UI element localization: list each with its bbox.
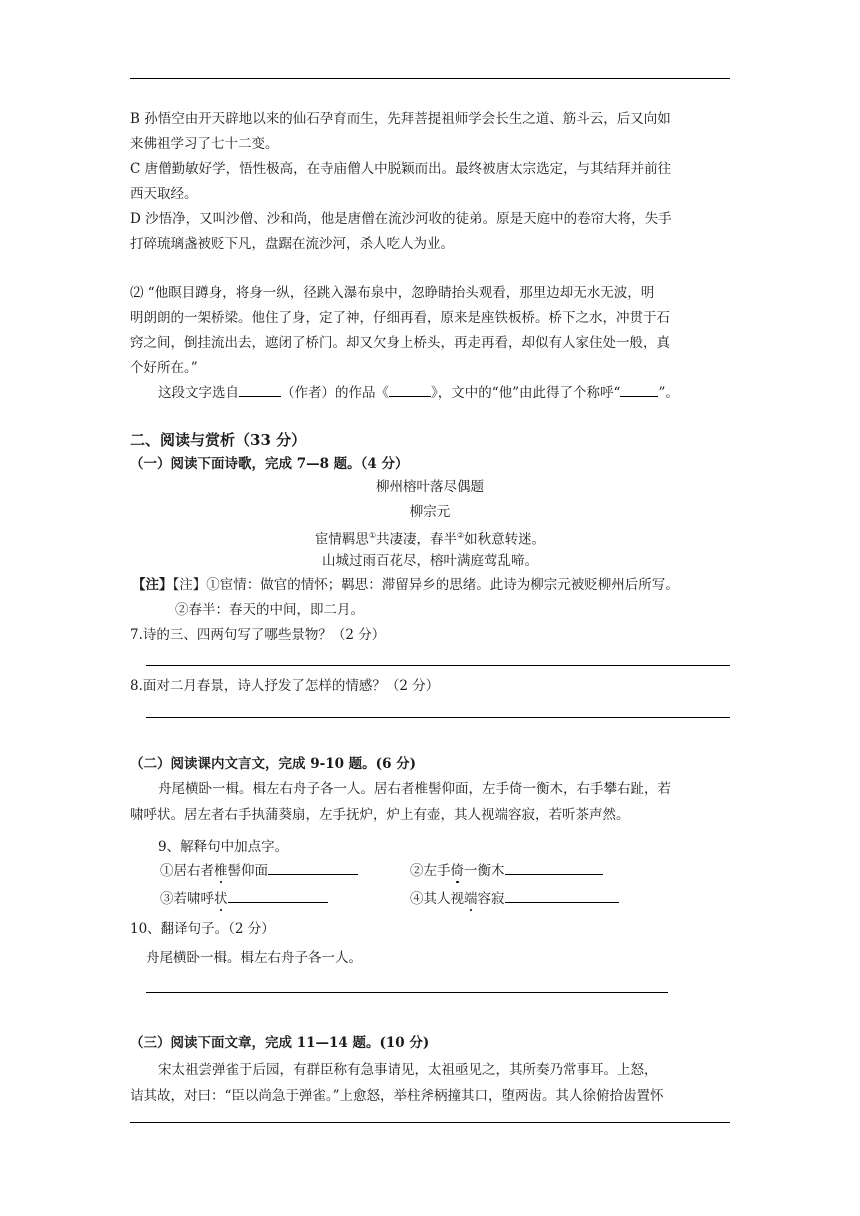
option-d-line1: D 沙悟净，又叫沙僧、沙和尚，他是唐僧在流沙河收的徒弟。原是天庭中的卷帘大将，失手 bbox=[130, 211, 672, 227]
q9-2-blank[interactable] bbox=[505, 860, 603, 875]
author-blank[interactable] bbox=[239, 382, 281, 397]
q2-fill-blank bbox=[158, 380, 730, 406]
option-b-line2: 来佛祖学习了七十二变。 bbox=[130, 136, 279, 152]
story-line1: 宋太祖尝弹雀于后园，有群臣称有急事请见，太祖亟见之，其所奏乃常事耳。上怒， bbox=[158, 1062, 658, 1078]
q9-item-4: ④其人视端容寂 bbox=[410, 886, 619, 912]
q2-fill-a: 这段文字选自 bbox=[158, 385, 239, 401]
option-b-line1: B 孙悟空由开天辟地以来的仙石孕育而生，先拜菩提祖师学会长生之道、筋斗云，后又向如 bbox=[130, 111, 671, 127]
subsection-1-heading: （一）阅读下面诗歌，完成 7—8 题。（4 分） bbox=[130, 456, 409, 472]
footer-rule bbox=[130, 1122, 730, 1123]
section-2-heading: 二、阅读与赏析（33 分） bbox=[130, 431, 307, 449]
q2-fill-b: （作者）的作品《 bbox=[281, 385, 389, 401]
header-rule bbox=[130, 78, 730, 79]
option-d-line2: 打碎琉璃盏被贬下凡，盘踞在流沙河，杀人吃人为业。 bbox=[130, 236, 454, 252]
question-10: 10、翻译句子。（2 分） bbox=[130, 921, 275, 937]
option-c-line2: 西天取经。 bbox=[130, 186, 198, 202]
q9-4-blank[interactable] bbox=[505, 888, 619, 903]
subsection-3-heading: （三）阅读下面文章，完成 11—14 题。(10 分) bbox=[130, 1035, 430, 1051]
option-c-line1: C 唐僧勤敏好学，悟性极高，在寺庙僧人中脱颖而出。最终被唐太宗选定，与其结拜并前往 bbox=[130, 161, 672, 177]
story-line2: 诘其故，对曰：“臣以尚急于弹雀。”上愈怒，举柱斧柄撞其口，堕两齿。其人徐俯拾齿置怀 bbox=[130, 1088, 664, 1104]
subsection-2-heading: （二）阅读课内文言文，完成 9-10 题。(6 分) bbox=[130, 756, 417, 772]
q7-answer-line[interactable] bbox=[146, 665, 730, 666]
wenyan-line2: 啸呼状。居左者右手执蒲葵扇，左手抚炉，炉上有壶，其人视端容寂，若听茶声然。 bbox=[130, 807, 630, 823]
q9-1-blank[interactable] bbox=[268, 860, 358, 875]
question-8: 8.面对二月春景，诗人抒发了怎样的情感？（2 分） bbox=[130, 678, 440, 694]
note-2: ②春半：春天的中间，即二月。 bbox=[175, 602, 364, 618]
q2-line3: 窍之间，倒挂流出去，遮闭了桥门。却又欠身上桥头，再走再看，却似有人家住处一般，真 bbox=[130, 335, 670, 351]
q10-sentence: 舟尾横卧一楫。楫左右舟子各一人。 bbox=[146, 950, 362, 966]
q9-3-blank[interactable] bbox=[228, 888, 328, 903]
work-blank[interactable] bbox=[389, 382, 431, 397]
q10-answer-line[interactable] bbox=[146, 992, 668, 993]
wenyan-line1: 舟尾横卧一楫。楫左右舟子各一人。居右者椎髻仰面，左手倚一衡木，右手攀右趾，若 bbox=[158, 781, 671, 797]
q9-item-2: ②左手倚一衡木 bbox=[410, 858, 603, 884]
poem-author: 柳宗元 bbox=[409, 504, 451, 520]
q2-line4: 个好所在。” bbox=[130, 360, 198, 376]
poem-title: 柳州榕叶落尽偶题 bbox=[376, 479, 484, 495]
q2-line2: 明朗朗的一架桥梁。他住了身，定了神，仔细再看，原来是座铁板桥。桥下之水，冲贯于石 bbox=[130, 310, 670, 326]
q2-fill-d: ”。 bbox=[658, 385, 679, 401]
nickname-blank[interactable] bbox=[620, 382, 658, 397]
note-1: 【注】【注】①宦情：做官的情怀；羁思：滞留异乡的思绪。此诗为柳宗元被贬柳州后所写。 bbox=[132, 577, 679, 593]
poem-line1: 宦情羁思①共凄凄，春半②如秋意转迷。 bbox=[314, 531, 546, 548]
q9-item-3: ③若啸呼状 bbox=[160, 886, 328, 912]
q2-line1: ⑵ “他瞑目蹲身，将身一纵，径跳入瀑布泉中，忽睁睛抬头观看，那里边却无水无波，明 bbox=[130, 285, 655, 301]
poem-line2: 山城过雨百花尽，榕叶满庭莺乱啼。 bbox=[322, 553, 538, 569]
q8-answer-line[interactable] bbox=[146, 717, 730, 718]
question-7: 7.诗的三、四两句写了哪些景物？（2 分） bbox=[130, 627, 386, 643]
q9-item-1: ①居右者椎髻仰面 bbox=[160, 858, 358, 884]
question-9: 9、解释句中加点字。 bbox=[158, 839, 289, 855]
q2-fill-c: 》，文中的“他”由此得了个称呼“ bbox=[431, 385, 621, 401]
